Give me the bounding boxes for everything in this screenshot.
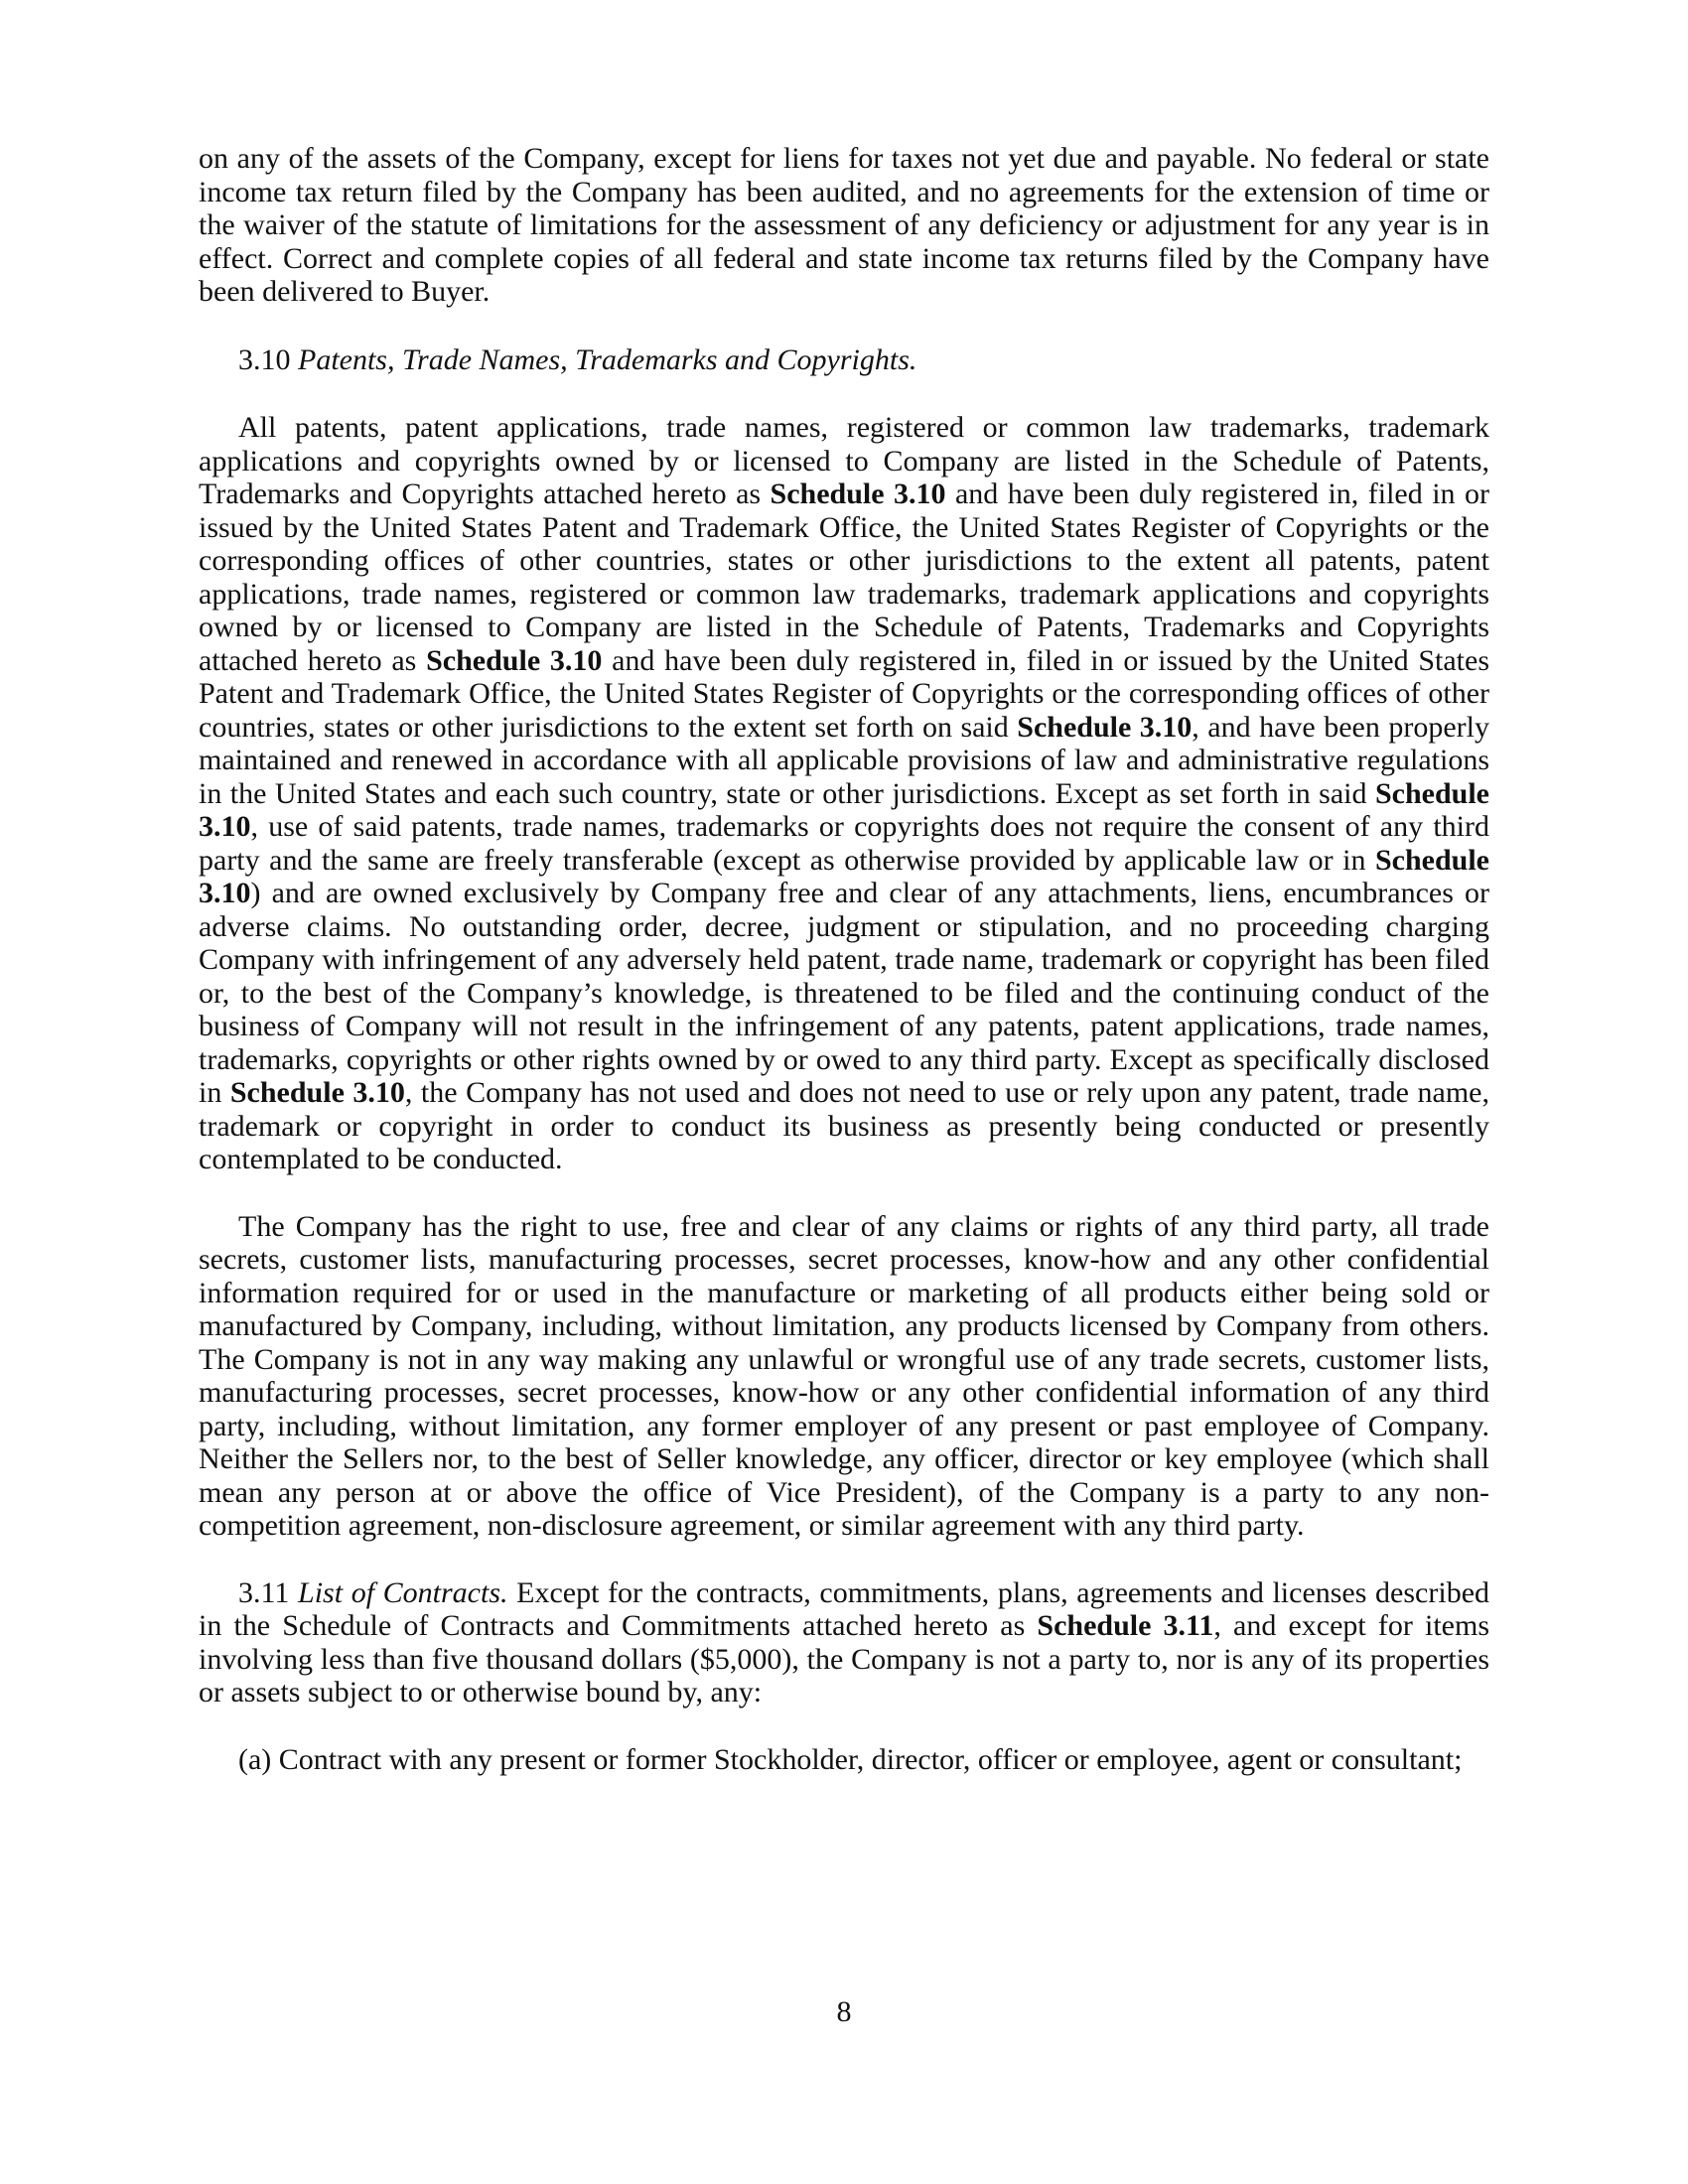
list-item-a: (a) Contract with any present or former Stockholder, director, officer or employee, agent or consultant; [238, 1742, 1463, 1776]
schedule-reference: Schedule 3.10 [229, 1076, 405, 1109]
section-number: 3.11 [238, 1575, 290, 1609]
schedule-reference: Schedule 3.10 [426, 643, 603, 677]
section-number: 3.10 [238, 342, 291, 376]
text-run: and have been duly registered in, filed in or issued by the United States Patent and Trademark Office, the United States Register of Copyrights or the corresponding offices of other countries, states or other jurisdictions to the extent all patents, patent applications, trade names, registered or common law trademarks, trademark applications and copyrights owned by or licensed to Company are listed in the Schedule of Patents, Trademarks and Copyrights attached hereto as [199, 478, 1489, 677]
text-run: , and have been properly maintained and renewed in accordance with all applicable provisions of law and administrative regulations in the United States and each such country, state or other jurisdictions. Except as set forth in said [199, 710, 1489, 810]
section-title: Patents, Trade Names, Trademarks and Copyrights. [298, 342, 917, 376]
section-3-11-paragraph [199, 1576, 1489, 1709]
document-body [199, 142, 1489, 1776]
text-run: and have been duly registered in, filed in or issued by the United States Patent and Trademark Office, the United States Register of Copyrights or the corresponding offices of other countries, states or other jurisdictions to the extent set forth on said [199, 643, 1489, 744]
schedule-reference: Schedule 3.10 [1017, 710, 1193, 744]
schedule-reference: Schedule 3.10 [770, 478, 946, 510]
tax-paragraph-continuation: on any of the assets of the Company, except for liens for taxes not yet due and payable. No federal or state income tax return filed by the Company has been audited, and no agreements for the extension of time or the waiver of the statute of limitations for the assessment of any deficiency or adjustment for any year is in effect. Correct and complete copies of all federal and state income tax returns filed by the Company have been delivered to Buyer. [199, 142, 1489, 308]
section-3-10-heading [199, 343, 1489, 377]
text-run: All patents, patent applications, trade names, registered or common law trademarks, trademark applications and copyrights owned by or licensed to Company are listed in the Schedule of Patents, Trademarks and Copyrights attached hereto as [199, 411, 1489, 510]
schedule-reference: Schedule 3.10 [199, 843, 1489, 909]
text-run: , and except for items involving less than five thousand dollars ($5,000), the Company is not a party to, nor is any of its properties or assets subject to or otherwise bound by, any: [199, 1609, 1489, 1708]
text-run: , the Company has not used and does not need to use or rely upon any patent, trade name, trademark or copyright in order to conduct its business as presently being conducted or presently contemplated to be conducted. [199, 1076, 1489, 1175]
section-title: List of Contracts. [298, 1575, 508, 1609]
trade-secrets-paragraph: The Company has the right to use, free and clear of any claims or rights of any third party, all trade secrets, customer lists, manufacturing processes, secret processes, know-how and any other confidential information required for or used in the manufacture or marketing of all products either being sold or manufactured by Company, including, without limitation, any products licensed by Company from others. The Company is not in any way making any unlawful or wrongful use of any trade secrets, customer lists, manufacturing processes, secret processes, know-how or any other confidential information of any third party, including, without limitation, any former employer of any present or past employee of Company. Neither the Sellers nor, to the best of Seller knowledge, any officer, director or key employee (which shall mean any person at or above the office of Vice President), of the Company is a party to any non-competition agreement, non-disclosure agreement, or similar agreement with any third party. [199, 1209, 1489, 1542]
schedule-reference: Schedule 3.11 [1037, 1609, 1214, 1642]
text-run: Except for the contracts, commitments, plans, agreements and licenses described in the Schedule of Contracts and Commitments attached hereto as [199, 1575, 1490, 1642]
page-number: 8 [836, 1995, 852, 2028]
patents-paragraph [199, 411, 1489, 1176]
schedule-reference: Schedule 3.10 [199, 776, 1489, 843]
text-run: ) and are owned exclusively by Company free and clear of any attachments, liens, encumbrances or adverse claims. No outstanding order, decree, judgment or stipulation, and no proceeding charging Company with infringement of any adversely held patent, trade name, trademark or copyright has been filed or, to the best of the Company’s knowledge, is threatened to be filed and the continuing conduct of the business of Company will not result in the infringement of any patents, patent applications, trade names, trademarks, copyrights or other rights owned by or owed to any third party. Except as specifically disclosed in [199, 877, 1489, 1109]
text-run: , use of said patents, trade names, trademarks or copyrights does not require the consent of any third party and the same are freely transferable (except as otherwise provided by applicable law or in [199, 810, 1489, 877]
